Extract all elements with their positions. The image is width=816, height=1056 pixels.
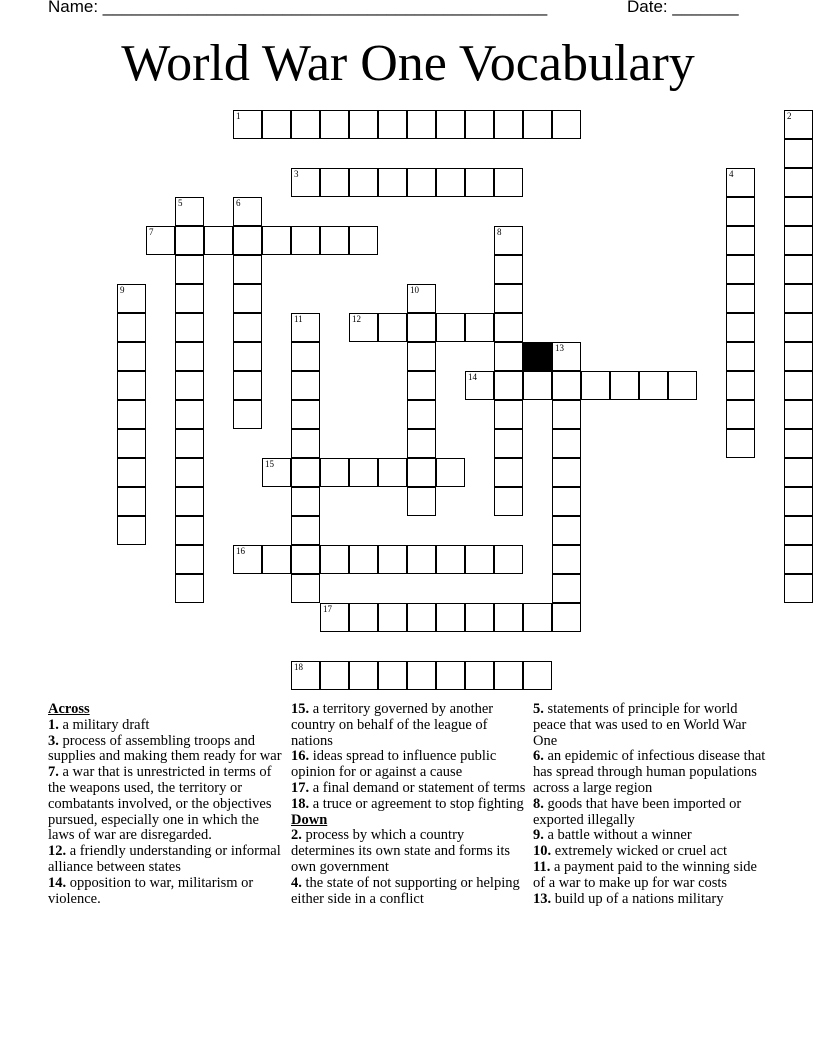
clue-number: 13 (555, 343, 564, 353)
crossword-cell[interactable] (407, 400, 436, 429)
crossword-cell[interactable] (233, 284, 262, 313)
clue-number: 16 (236, 546, 245, 556)
clue-number: 7 (149, 227, 154, 237)
crossword-cell[interactable] (436, 168, 465, 197)
crossword-cell[interactable] (494, 168, 523, 197)
clue-item (48, 718, 284, 734)
crossword-cell[interactable] (726, 226, 755, 255)
clues-column-3 (533, 702, 769, 907)
crossword-cell[interactable] (175, 429, 204, 458)
crossword-cell[interactable] (262, 458, 291, 487)
crossword-cell[interactable] (117, 429, 146, 458)
crossword-cell[interactable] (552, 458, 581, 487)
crossword-cell[interactable] (465, 313, 494, 342)
crossword-cell[interactable] (552, 574, 581, 603)
page-title: World War One Vocabulary (121, 35, 695, 92)
clue-number: 18 (294, 662, 303, 672)
crossword-cell[interactable] (117, 516, 146, 545)
crossword-cell[interactable] (784, 197, 813, 226)
crossword-cell[interactable] (726, 197, 755, 226)
clue-text: a war that is unrestricted in terms of the weapons used, the territory or combatants involved, or the objectives pursued, especially one in which the laws of war are disregarded. (48, 764, 272, 844)
clue-number-label: 18. (291, 795, 310, 812)
crossword-cell[interactable] (523, 371, 552, 400)
crossword-cell[interactable] (726, 313, 755, 342)
crossword-cell[interactable] (349, 110, 378, 139)
clue-text: a final demand or statement of terms (312, 779, 526, 796)
crossword-cell[interactable] (784, 429, 813, 458)
crossword-cell[interactable] (407, 661, 436, 690)
crossword-cell[interactable] (233, 342, 262, 371)
crossword-cell[interactable] (494, 458, 523, 487)
clue-text: a territory governed by another country on behalf of the league of nations (291, 701, 494, 749)
crossword-cell[interactable] (523, 110, 552, 139)
crossword-cell[interactable] (784, 545, 813, 574)
crossword-cell[interactable] (494, 255, 523, 284)
crossword-cell[interactable] (552, 516, 581, 545)
clue-item (48, 734, 284, 766)
crossword-cell[interactable] (320, 603, 349, 632)
crossword-cell[interactable] (233, 110, 262, 139)
clue-text: build up of a nations military (554, 890, 724, 907)
crossword-cell[interactable] (494, 545, 523, 574)
clue-text: a military draft (62, 716, 150, 733)
crossword-cell[interactable] (175, 342, 204, 371)
clue-item (291, 702, 527, 749)
crossword-cell[interactable] (291, 545, 320, 574)
crossword-cell[interactable] (436, 545, 465, 574)
crossword-cell[interactable] (784, 226, 813, 255)
crossword-cell[interactable] (117, 458, 146, 487)
crossword-cell[interactable] (610, 371, 639, 400)
crossword-cell[interactable] (407, 487, 436, 516)
crossword-cell[interactable] (349, 226, 378, 255)
crossword-cell[interactable] (407, 168, 436, 197)
crossword-cell[interactable] (726, 255, 755, 284)
clue-number-label: 2. (291, 827, 302, 844)
crossword-cell[interactable] (291, 313, 320, 342)
crossword-cell[interactable] (291, 226, 320, 255)
crossword-cell[interactable] (407, 110, 436, 139)
clue-number: 15 (265, 459, 274, 469)
clue-item (291, 876, 527, 908)
crossword-cell[interactable] (726, 371, 755, 400)
crossword-cell[interactable] (291, 487, 320, 516)
clue-item (533, 797, 769, 829)
clue-number-label: 5. (533, 701, 544, 717)
crossword-cell[interactable] (494, 226, 523, 255)
crossword-cell[interactable] (233, 545, 262, 574)
crossword-cell[interactable] (407, 313, 436, 342)
clue-number: 9 (120, 285, 125, 295)
crossword-cell[interactable] (291, 661, 320, 690)
clue-number-label: 6. (533, 748, 544, 765)
crossword-cell[interactable] (668, 371, 697, 400)
crossword-cell[interactable] (494, 603, 523, 632)
clue-item (291, 828, 527, 875)
crossword-cell[interactable] (523, 661, 552, 690)
crossword-cell[interactable] (349, 458, 378, 487)
clue-item (533, 702, 769, 749)
crossword-cell[interactable] (349, 545, 378, 574)
clue-number: 4 (729, 169, 734, 179)
clue-number: 3 (294, 169, 299, 179)
crossword-cell[interactable] (233, 226, 262, 255)
clue-text: process by which a country determines its own state and forms its own government (291, 827, 511, 875)
crossword-cell[interactable] (581, 371, 610, 400)
crossword-cell[interactable] (117, 487, 146, 516)
crossword-cell[interactable] (262, 110, 291, 139)
clue-number-label: 7. (48, 764, 59, 781)
clue-number: 14 (468, 372, 477, 382)
crossword-cell[interactable] (784, 139, 813, 168)
clue-number-label: 3. (48, 732, 59, 749)
crossword-cell[interactable] (784, 574, 813, 603)
crossword-cell[interactable] (175, 574, 204, 603)
crossword-cell[interactable] (436, 661, 465, 690)
clues-column-1 (48, 702, 284, 907)
crossword-cell[interactable] (436, 603, 465, 632)
crossword-cell[interactable] (117, 371, 146, 400)
crossword-block (523, 342, 552, 371)
clue-text: opposition to war, militarism or violence. (48, 874, 254, 907)
clue-text: process of assembling troops and supplies and making them ready for war (48, 732, 282, 765)
crossword-cell[interactable] (291, 574, 320, 603)
crossword-cell[interactable] (552, 400, 581, 429)
crossword-cell[interactable] (320, 168, 349, 197)
crossword-cell[interactable] (494, 342, 523, 371)
crossword-cell[interactable] (175, 545, 204, 574)
clue-item (533, 892, 769, 908)
crossword-cell[interactable] (407, 458, 436, 487)
clue-text: statements of principle for world peace that was used to en World War One (533, 701, 747, 749)
clue-number-label: 8. (533, 795, 544, 812)
crossword-cell[interactable] (349, 168, 378, 197)
clue-text: ideas spread to influence public opinion for or against a cause (291, 748, 497, 781)
crossword-cell[interactable] (726, 342, 755, 371)
clue-number: 11 (294, 314, 303, 324)
clue-number-label: 9. (533, 827, 544, 844)
crossword-cell[interactable] (465, 168, 494, 197)
crossword-cell[interactable] (494, 429, 523, 458)
crossword-cell[interactable] (320, 458, 349, 487)
crossword-cell[interactable] (784, 284, 813, 313)
crossword-cell[interactable] (494, 487, 523, 516)
clue-text: the state of not supporting or helping either side in a conflict (291, 874, 520, 907)
clue-item (48, 765, 284, 844)
clue-item (291, 781, 527, 797)
crossword-cell[interactable] (784, 342, 813, 371)
crossword-cell[interactable] (639, 371, 668, 400)
clue-number: 8 (497, 227, 502, 237)
crossword-cell[interactable] (291, 110, 320, 139)
crossword-cell[interactable] (436, 313, 465, 342)
crossword-cell[interactable] (494, 661, 523, 690)
crossword-cell[interactable] (378, 458, 407, 487)
clue-number: 5 (178, 198, 183, 208)
crossword-cell[interactable] (378, 661, 407, 690)
date-field-label[interactable]: Date: _______ (627, 0, 739, 16)
clue-number-label: 11. (533, 858, 551, 875)
crossword-cell[interactable] (320, 226, 349, 255)
crossword-cell[interactable] (320, 661, 349, 690)
crossword-cell[interactable] (726, 284, 755, 313)
clue-number-label: 17. (291, 779, 310, 796)
clue-item (533, 844, 769, 860)
crossword-cell[interactable] (552, 603, 581, 632)
crossword-cell[interactable] (494, 284, 523, 313)
crossword-cell[interactable] (349, 313, 378, 342)
crossword-cell[interactable] (465, 110, 494, 139)
clue-number: 2 (787, 111, 792, 121)
crossword-cell[interactable] (175, 284, 204, 313)
crossword-cell[interactable] (233, 255, 262, 284)
crossword-cell[interactable] (378, 545, 407, 574)
crossword-cell[interactable] (436, 458, 465, 487)
crossword-cell[interactable] (291, 516, 320, 545)
crossword-cell[interactable] (233, 313, 262, 342)
crossword-cell[interactable] (291, 168, 320, 197)
clue-item (48, 844, 284, 876)
crossword-cell[interactable] (407, 284, 436, 313)
crossword-cell[interactable] (349, 603, 378, 632)
crossword-cell[interactable] (407, 371, 436, 400)
clue-number-label: 4. (291, 874, 302, 891)
clue-number: 12 (352, 314, 361, 324)
crossword-cell[interactable] (726, 168, 755, 197)
clue-number-label: 1. (48, 716, 59, 733)
clue-number-label: 15. (291, 701, 310, 717)
crossword-cell[interactable] (784, 400, 813, 429)
crossword-cell[interactable] (407, 342, 436, 371)
crossword-cell[interactable] (233, 400, 262, 429)
clue-text: a truce or agreement to stop fighting (312, 795, 524, 812)
crossword-cell[interactable] (175, 487, 204, 516)
crossword-cell[interactable] (784, 516, 813, 545)
crossword-cell[interactable] (552, 110, 581, 139)
crossword-cell[interactable] (552, 371, 581, 400)
clue-item (533, 749, 769, 796)
crossword-cell[interactable] (175, 371, 204, 400)
crossword-cell[interactable] (291, 342, 320, 371)
crossword-cell[interactable] (291, 429, 320, 458)
clue-number: 17 (323, 604, 332, 614)
crossword-cell[interactable] (726, 400, 755, 429)
name-field-label[interactable]: Name: _______________________________________________ (48, 0, 548, 16)
crossword-cell[interactable] (117, 284, 146, 313)
clue-number-label: 12. (48, 843, 67, 860)
crossword-cell[interactable] (784, 255, 813, 284)
clue-number-label: 10. (533, 843, 552, 860)
crossword-cell[interactable] (784, 458, 813, 487)
crossword-cell[interactable] (436, 110, 465, 139)
clue-text: goods that have been imported or exported illegally (533, 795, 742, 828)
crossword-cell[interactable] (465, 371, 494, 400)
crossword-cell[interactable] (291, 400, 320, 429)
clue-number: 10 (410, 285, 419, 295)
crossword-cell[interactable] (349, 661, 378, 690)
crossword-cell[interactable] (320, 545, 349, 574)
clue-item (291, 749, 527, 781)
crossword-cell[interactable] (784, 168, 813, 197)
crossword-cell[interactable] (291, 371, 320, 400)
crossword-cell[interactable] (291, 458, 320, 487)
crossword-cell[interactable] (552, 342, 581, 371)
crossword-cell[interactable] (175, 400, 204, 429)
crossword-cell[interactable] (494, 110, 523, 139)
crossword-cell[interactable] (175, 255, 204, 284)
crossword-cell[interactable] (552, 545, 581, 574)
crossword-cell[interactable] (407, 603, 436, 632)
clue-number-label: 16. (291, 748, 310, 765)
crossword-cell[interactable] (784, 313, 813, 342)
crossword-cell[interactable] (494, 371, 523, 400)
crossword-cell[interactable] (175, 458, 204, 487)
clue-text: a payment paid to the winning side of a war to make up for war costs (533, 858, 757, 891)
crossword-cell[interactable] (378, 313, 407, 342)
clue-number-label: 14. (48, 874, 67, 891)
clue-number: 6 (236, 198, 241, 208)
crossword-cell[interactable] (262, 545, 291, 574)
crossword-cell[interactable] (262, 226, 291, 255)
crossword-cell[interactable] (117, 342, 146, 371)
crossword-cell[interactable] (378, 603, 407, 632)
clue-text: an epidemic of infectious disease that has spread through human populations across a large region (533, 748, 766, 796)
clue-item (48, 876, 284, 908)
crossword-cell[interactable] (407, 429, 436, 458)
crossword-cell[interactable] (175, 313, 204, 342)
crossword-cell[interactable] (494, 400, 523, 429)
crossword-cell[interactable] (233, 197, 262, 226)
crossword-cell[interactable] (378, 110, 407, 139)
crossword-cell[interactable] (204, 226, 233, 255)
crossword-cell[interactable] (407, 545, 436, 574)
across-heading: Across (48, 701, 90, 717)
crossword-cell[interactable] (175, 516, 204, 545)
clue-number-label: 13. (533, 890, 552, 907)
crossword-cell[interactable] (175, 226, 204, 255)
crossword-cell[interactable] (146, 226, 175, 255)
crossword-cell[interactable] (523, 603, 552, 632)
clue-text: a battle without a winner (547, 827, 692, 844)
crossword-cell[interactable] (320, 110, 349, 139)
crossword-cell[interactable] (465, 661, 494, 690)
crossword-cell[interactable] (117, 313, 146, 342)
crossword-cell[interactable] (378, 168, 407, 197)
crossword-cell[interactable] (552, 487, 581, 516)
crossword-cell[interactable] (465, 603, 494, 632)
clue-item (291, 797, 527, 813)
down-heading: Down (291, 811, 328, 828)
clue-text: a friendly understanding or informal alliance between states (48, 843, 281, 875)
crossword-cell[interactable] (117, 400, 146, 429)
clue-item (533, 828, 769, 844)
clue-number: 1 (236, 111, 241, 121)
clue-text: extremely wicked or cruel act (554, 843, 728, 860)
crossword-cell[interactable] (726, 429, 755, 458)
crossword-cell[interactable] (233, 371, 262, 400)
crossword-cell[interactable] (494, 313, 523, 342)
clues-column-2 (291, 702, 527, 907)
crossword-cell[interactable] (175, 197, 204, 226)
clue-item (533, 860, 769, 892)
crossword-cell[interactable] (784, 487, 813, 516)
crossword-cell[interactable] (784, 110, 813, 139)
crossword-cell[interactable] (552, 429, 581, 458)
crossword-cell[interactable] (784, 371, 813, 400)
crossword-cell[interactable] (465, 545, 494, 574)
